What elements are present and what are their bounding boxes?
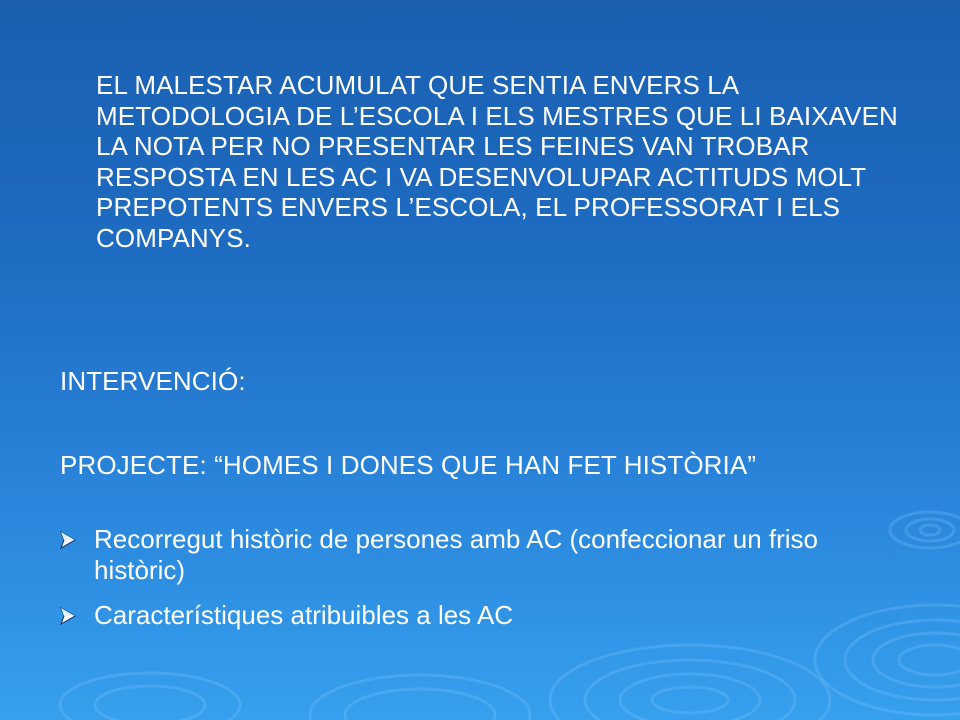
bullet-text: Característiques atribuibles a les AC xyxy=(94,600,514,630)
arrow-bullet-icon xyxy=(60,524,94,555)
bullet-text: Recorregut històric de persones amb AC (confeccionar un friso històric) xyxy=(94,524,819,585)
projecte-title: PROJECTE: “HOMES I DONES QUE HAN FET HISTÒRIA” xyxy=(60,450,757,480)
intro-paragraph: EL MALESTAR ACUMULAT QUE SENTIA ENVERS LA METODOLOGIA DE L’ESCOLA I ELS MESTRES QUE LI BAIXAVEN LA NOTA PER NO PRESENTAR LES FEINES VAN TROBAR RESPOSTA EN LES AC I VA DESENVOLUPAR ACTITUDS MOLT PREPOTENTS ENVERS L’ESCOLA, EL PROFESSORAT I ELS COMPANYS. xyxy=(96,70,898,253)
intervencio-heading: INTERVENCIÓ: xyxy=(60,366,246,396)
arrow-bullet-icon xyxy=(60,600,94,631)
bullet-item xyxy=(60,600,910,631)
bullet-item xyxy=(60,524,910,586)
